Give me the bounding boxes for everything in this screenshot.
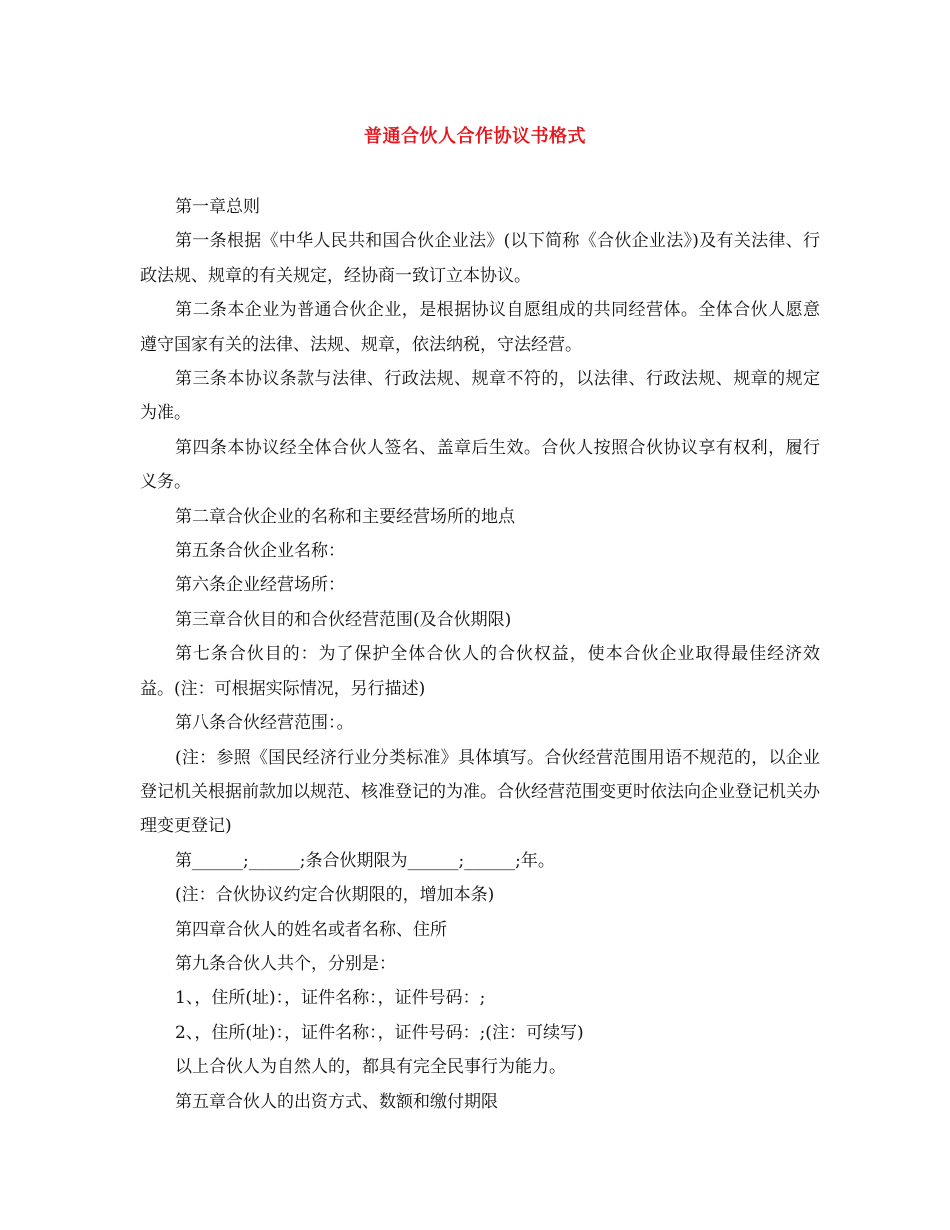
partner-item-2: 2、，住所(址)：，证件名称：，证件号码：;(注：可续写): [175, 1022, 584, 1043]
partner-capacity-statement: 以上合伙人为自然人的，都具有完全民事行为能力。: [175, 1057, 566, 1078]
article-5: 第五条合伙企业名称：: [175, 541, 345, 562]
partner-item-1: 1、，住所(址)：，证件名称：，证件号码：;: [175, 988, 486, 1009]
term-clause: 第______;______;条合伙期限为______;______;年。: [175, 850, 555, 871]
article-3: 第三条本协议条款与法律、行政法规、规章不符的，以法律、行政法规、规章的规定为准。: [140, 369, 820, 424]
chapter-2-heading: 第二章合伙企业的名称和主要经营场所的地点: [175, 506, 515, 527]
article-7: 第七条合伙目的：为了保护全体合伙人的合伙权益，使本合伙企业取得最佳经济效益。(注：可根据实际情况，另行描述): [140, 644, 820, 699]
chapter-5-heading: 第五章合伙人的出资方式、数额和缴付期限: [175, 1091, 498, 1112]
document-title: 普通合伙人合作协议书格式: [364, 126, 586, 147]
article-8: 第八条合伙经营范围：。: [175, 713, 354, 734]
article-4: 第四条本协议经全体合伙人签名、盖章后生效。合伙人按照合伙协议享有权利，履行义务。: [140, 437, 820, 493]
chapter-3-heading: 第三章合伙目的和合伙经营范围(及合伙期限): [175, 609, 512, 630]
chapter-1-heading: 第一章总则: [175, 197, 260, 217]
article-6: 第六条企业经营场所：: [175, 575, 345, 596]
document-body: [140, 190, 820, 1119]
article-1: 第一条根据《中华人民共和国合伙企业法》(以下简称《合伙企业法》)及有关法律、行政法规、规章的有关规定，经协商一致订立本协议。: [140, 231, 820, 286]
term-clause-note: (注：合伙协议约定合伙期限的，增加本条): [175, 885, 495, 906]
article-2: 第二条本企业为普通合伙企业，是根据协议自愿组成的共同经营体。全体合伙人愿意遵守国家有关的法律、法规、规章，依法纳税，守法经营。: [140, 300, 820, 355]
chapter-4-heading: 第四章合伙人的姓名或者名称、住所: [175, 919, 447, 940]
article-8-note: (注：参照《国民经济行业分类标准》具体填写。合伙经营范围用语不规范的，以企业登记机关根据前款加以规范、核准登记的为准。合伙经营范围变更时依法向企业登记机关办理变更登记): [140, 747, 820, 837]
article-9: 第九条合伙人共个，分别是：: [175, 953, 396, 974]
